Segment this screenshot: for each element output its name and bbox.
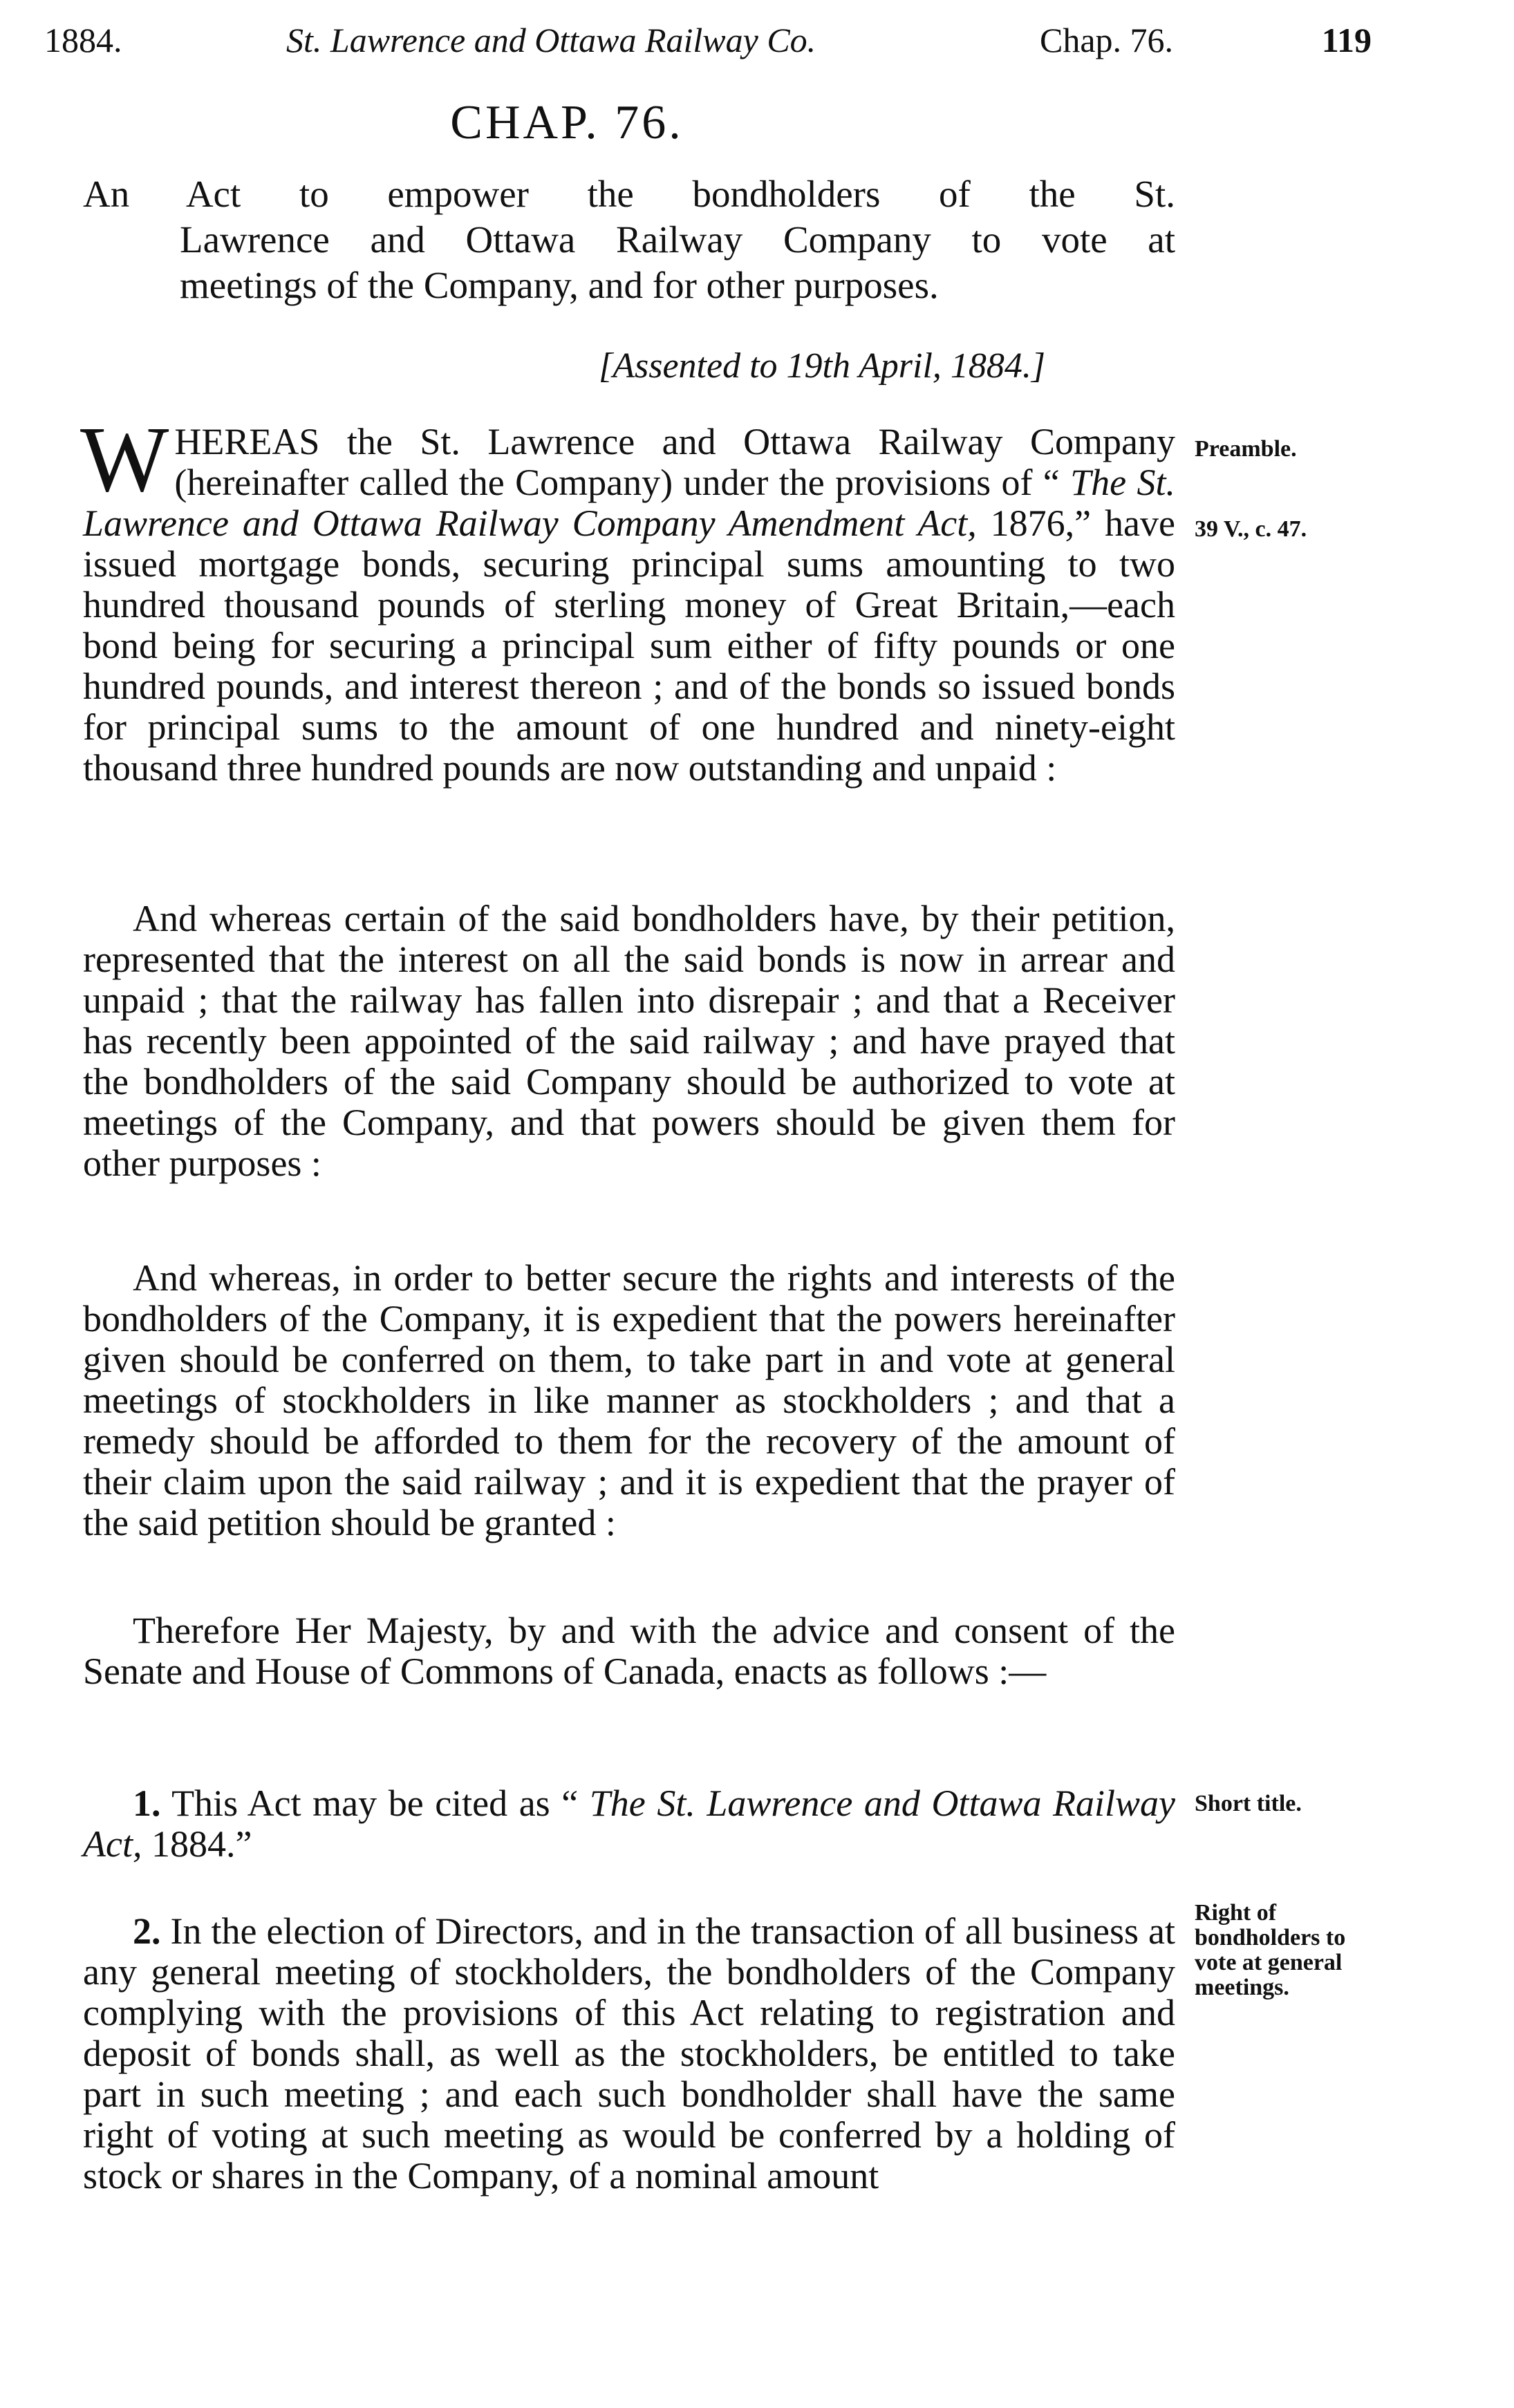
recital-text: And whereas, in order to better secure the rights and interests of the bondholders of the Company, it is expedient that the powers hereinafter given should be conferred on them, to take part in and vote at general meetings of stockholders in like manner as stockholders ; and that a remedy should be afforded to them for the recovery of the amount of their claim upon the said railway ; and it is expedient that the prayer of the said petition should be granted : <box>83 1257 1175 1543</box>
long-title-line: meetings of the Company, and for other purposes. <box>180 264 939 306</box>
section-number: 1. <box>133 1783 161 1824</box>
running-head-year: 1884. <box>44 21 122 59</box>
section-text: This Act may be cited as “ <box>160 1783 590 1824</box>
section-text: 1884.” <box>142 1823 252 1865</box>
margin-note-short-title: Short title. <box>1195 1791 1302 1816</box>
preamble-text: HEREAS the St. Lawrence and Ottawa Railway Company (hereinafter called the Company) under the provisions of “ <box>174 421 1175 503</box>
recital-paragraph <box>83 1258 1175 1543</box>
long-title-line: Lawrence and Ottawa Railway Company to vote at <box>180 218 1175 261</box>
recital-text: And whereas certain of the said bondholders have, by their petition, represented that the interest on all the said bonds is now in arrear and unpaid ; that the railway has fallen into disrepair ; and that a Receiver has recently been appointed of the said railway ; and have prayed that the bondholders of the said Company should be authorized to vote at meetings of the Company, and that powers should be given them for other purposes : <box>83 898 1175 1184</box>
long-title-line: An Act to empower the bondholders of the St. <box>83 173 1175 215</box>
long-title <box>83 171 1175 308</box>
assent-date: [Assented to 19th April, 1884.] <box>599 346 1046 386</box>
drop-cap: W <box>80 408 169 511</box>
section-text: In the election of Directors, and in the transaction of all business at any general meeting of stockholders, the bondholders of the Company complying with the provisions of this Act relating to registration and deposit of bonds shall, as well as the stockholders, be entitled to take part in such meeting ; and each such bondholder shall have the same right of voting at such meeting as would be conferred by a holding of stock or shares in the Company, of a nominal amount <box>83 1910 1175 2197</box>
section-number: 2. <box>133 1910 161 1952</box>
running-head <box>44 12 1372 68</box>
preamble-text: 1876,” have issued mortgage bonds, securing principal sums amounting to two hundred thousand pounds of sterling money of Great Britain,—each bond being for securing a principal sum either of fifty pounds or one hundred pounds, and interest thereon ; and of the bonds so issued bonds for principal sums to the amount of one hundred and ninety-eight thousand three hundred pounds are now outstanding and unpaid : <box>83 502 1175 789</box>
enacting-text: Therefore Her Majesty, by and with the advice and consent of the Senate and House of Commons of Canada, enacts as follows :— <box>83 1610 1175 1692</box>
recital-paragraph <box>83 899 1175 1184</box>
section-2 <box>83 1911 1175 2197</box>
running-head-title: St. Lawrence and Ottawa Railway Co. <box>286 21 816 59</box>
running-head-chapter: Chap. 76. <box>1040 21 1174 59</box>
short-title-text: The St. Lawrence and Ottawa Railway Act, <box>83 1783 1175 1865</box>
cited-act-title: The St. Lawrence and Ottawa Railway Company Amendment Act, <box>83 462 1175 544</box>
preamble-paragraph <box>80 408 1175 789</box>
margin-note-preamble: Preamble. <box>1195 436 1297 462</box>
enacting-clause <box>83 1610 1175 1692</box>
page-number: 119 <box>1321 21 1372 59</box>
chapter-title: CHAP. 76. <box>450 96 684 149</box>
section-1 <box>83 1783 1175 1865</box>
margin-note-citation: 39 V., c. 47. <box>1195 516 1307 542</box>
margin-note-right-to-vote: Right of bondholders to vote at general meetings. <box>1195 1900 1346 2000</box>
